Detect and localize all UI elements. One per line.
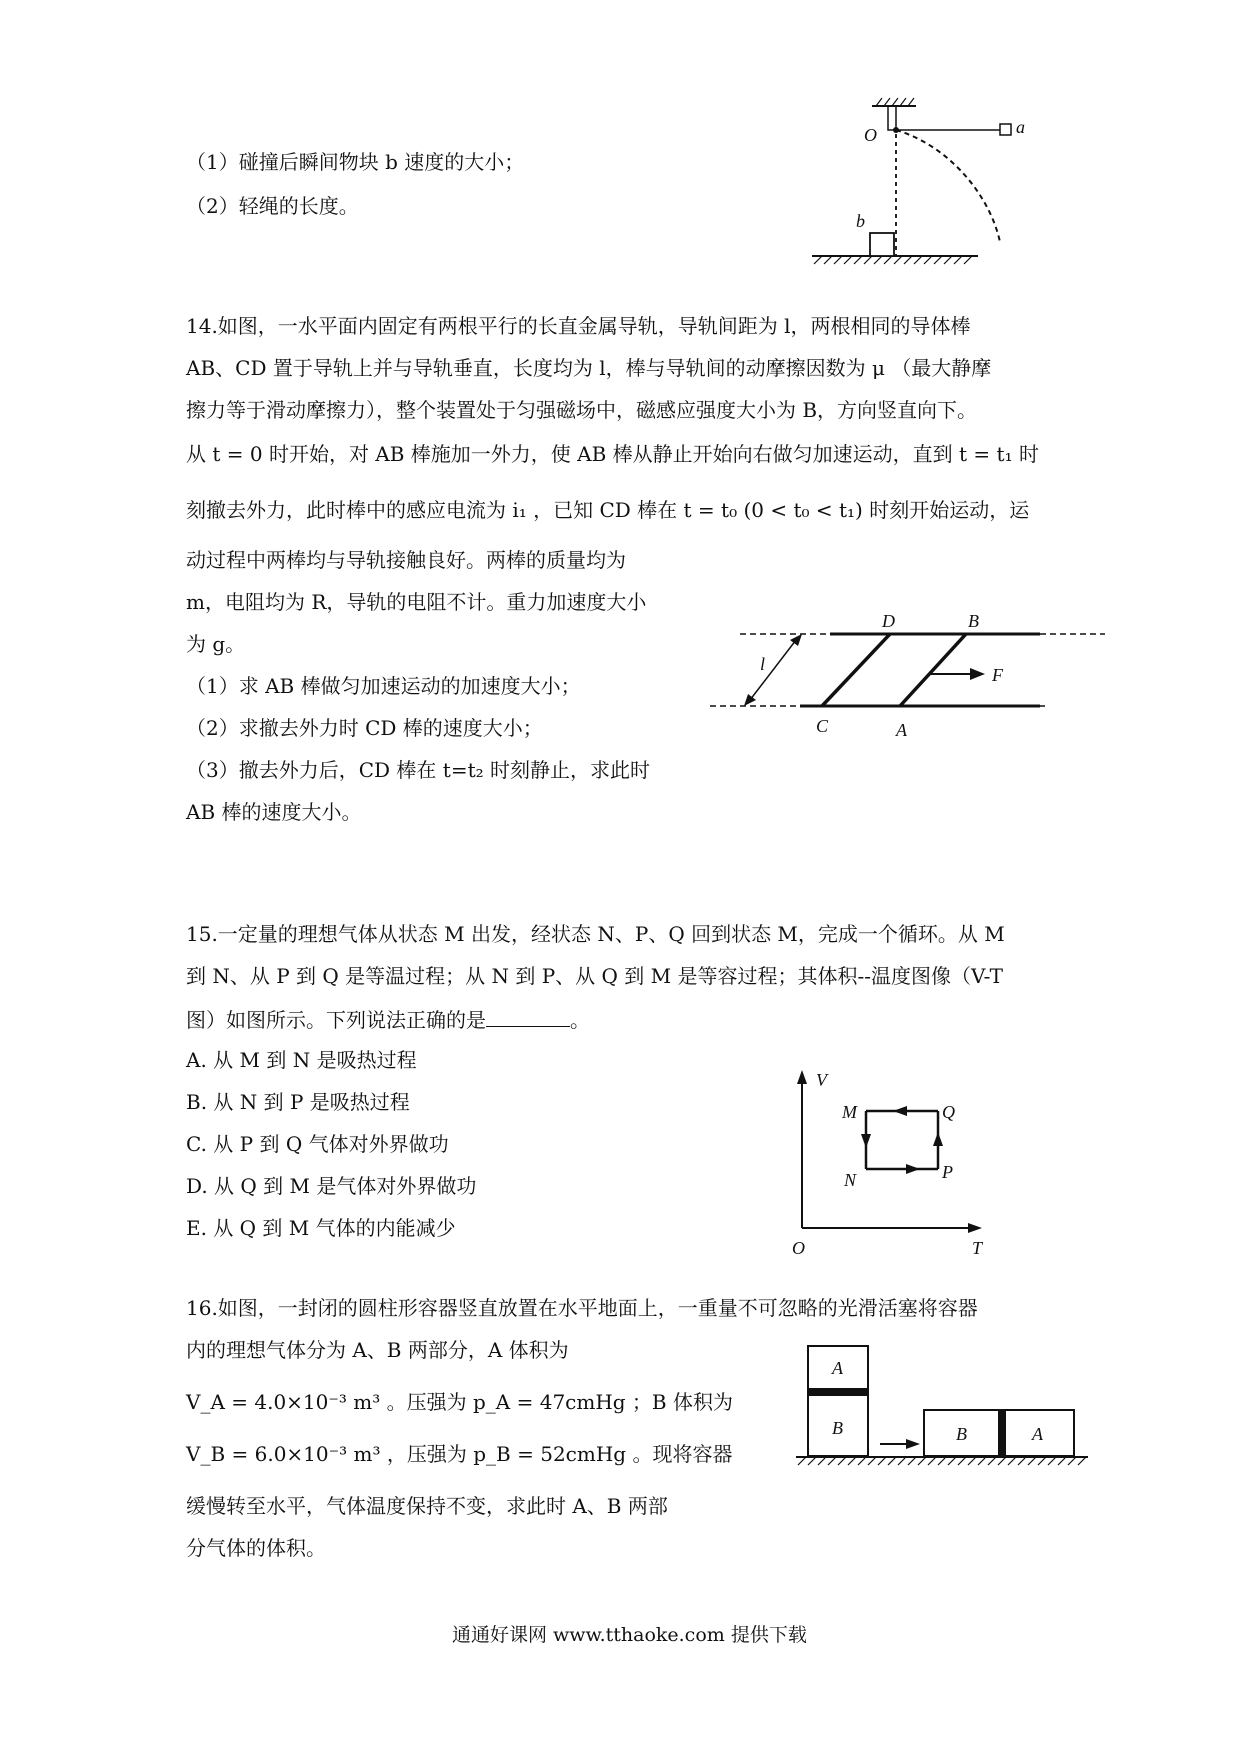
q14-rails-figure <box>710 612 1110 752</box>
q14-line5: 刻撤去外力，此时棒中的感应电流为 i₁ ，已知 CD 棒在 t = t₀ (0 < t₀ < t₁) 时刻开始运动，运 <box>186 498 1030 522</box>
label-l: l <box>760 654 766 674</box>
horizontal-piston <box>998 1410 1006 1456</box>
label-C: C <box>816 716 829 736</box>
label-T: T <box>972 1238 983 1258</box>
q16-container-figure <box>796 1340 1096 1480</box>
q14-line3: 擦力等于滑动摩擦力），整个装置处于匀强磁场中，磁感应强度大小为 B，方向竖直向下。 <box>186 398 978 422</box>
q14-line2: AB、CD 置于导轨上并与导轨垂直，长度均为 l，棒与导轨间的动摩擦因数为 μ （最大静摩 <box>186 356 992 380</box>
page-footer: 通通好课网 www.tthaoke.com 提供下载 <box>452 1624 807 1646</box>
arrow-m-to-n <box>861 1134 871 1148</box>
q16-line4: V_B = 6.0×10⁻³ m³ ，压强为 p_B = 52cmHg 。现将容器 <box>186 1442 733 1466</box>
force-arrowhead <box>970 668 985 680</box>
label-b: b <box>856 211 865 231</box>
rod-AB <box>900 634 966 706</box>
q15-option-a: A. 从 M 到 N 是吸热过程 <box>186 1048 417 1072</box>
arrow-p-to-q <box>933 1132 943 1146</box>
label-O: O <box>792 1238 805 1258</box>
q15-line3-end: 。 <box>570 1008 590 1032</box>
label-V: V <box>816 1070 827 1090</box>
arrow-q-to-m <box>893 1106 907 1116</box>
q16-line2: 内的理想气体分为 A、B 两部分，A 体积为 <box>186 1338 569 1362</box>
q14-sub2: （2）求撤去外力时 CD 棒的速度大小； <box>186 716 543 740</box>
label-A-horizontal: A <box>1032 1424 1043 1444</box>
label-P: P <box>942 1162 953 1182</box>
q14-sub1: （1）求 AB 棒做匀加速运动的加速度大小； <box>186 674 581 698</box>
q13-pendulum-figure <box>800 96 1025 276</box>
ground-hatch <box>814 256 972 264</box>
q14-line6: 动过程中两棒均与导轨接触良好。两棒的质量均为 <box>186 548 626 572</box>
q15-option-d: D. 从 Q 到 M 是气体对外界做功 <box>186 1174 477 1198</box>
vertical-piston <box>808 1388 868 1396</box>
q13-sub2: （2）轻绳的长度。 <box>186 194 359 218</box>
q15-line3-text: 图）如图所示。下列说法正确的是 <box>186 1008 486 1032</box>
label-O: O <box>864 125 877 145</box>
q14-line8: 为 g。 <box>186 632 246 656</box>
arrow-n-to-p <box>906 1164 920 1174</box>
label-A-vertical: A <box>832 1358 843 1378</box>
answer-blank <box>486 1008 570 1027</box>
q14-line4: 从 t = 0 时开始，对 AB 棒施加一外力，使 AB 棒从静止开始向右做匀加速运动，直到 t = t₁ 时 <box>186 442 1039 466</box>
label-M: M <box>842 1102 857 1122</box>
q16-line3: V_A = 4.0×10⁻³ m³ 。压强为 p_A = 47cmHg ；B 体积为 <box>186 1390 733 1414</box>
q16-line1: 16.如图，一封闭的圆柱形容器竖直放置在水平地面上，一重量不可忽略的光滑活塞将容器 <box>186 1296 978 1320</box>
label-B-horizontal: B <box>956 1424 967 1444</box>
q13-sub1: （1）碰撞后瞬间物块 b 速度的大小； <box>186 150 525 174</box>
q14-sub3b: AB 棒的速度大小。 <box>186 800 362 824</box>
q15-line3 <box>186 1008 590 1030</box>
label-D: D <box>882 611 895 631</box>
block-a <box>1000 124 1011 135</box>
q15-vt-diagram <box>790 1068 990 1258</box>
q16-line6: 分气体的体积。 <box>186 1536 326 1560</box>
swing-arc <box>896 130 1000 242</box>
q14-line7: m，电阻均为 R，导轨的电阻不计。重力加速度大小 <box>186 590 647 614</box>
q15-option-e: E. 从 Q 到 M 气体的内能减少 <box>186 1216 456 1240</box>
ground-hatch <box>798 1457 1086 1465</box>
q16-line5: 缓慢转至水平，气体温度保持不变，求此时 A、B 两部 <box>186 1494 668 1518</box>
q14-sub3: （3）撤去外力后，CD 棒在 t=t₂ 时刻静止，求此时 <box>186 758 650 782</box>
label-a: a <box>1016 117 1025 137</box>
block-b <box>870 233 894 256</box>
label-A: A <box>896 720 907 740</box>
q15-line1: 15.一定量的理想气体从状态 M 出发，经状态 N、P、Q 回到状态 M，完成一个循环。从 M <box>186 922 1005 946</box>
q15-option-b: B. 从 N 到 P 是吸热过程 <box>186 1090 410 1114</box>
q15-option-c: C. 从 P 到 Q 气体对外界做功 <box>186 1132 449 1156</box>
q14-line1: 14.如图，一水平面内固定有两根平行的长直金属导轨，导轨间距为 l，两根相同的导体棒 <box>186 314 971 338</box>
label-B: B <box>968 611 979 631</box>
label-Q: Q <box>942 1102 955 1122</box>
rotate-arrow <box>906 1439 920 1449</box>
label-N: N <box>844 1170 857 1190</box>
label-B-vertical: B <box>832 1418 843 1438</box>
rod-CD <box>822 634 890 706</box>
q15-line2: 到 N、从 P 到 Q 是等温过程；从 N 到 P、从 Q 到 M 是等容过程；其体积--温度图像（V-T <box>186 964 1003 988</box>
label-F: F <box>992 665 1003 685</box>
ceiling-hatch <box>876 98 914 106</box>
